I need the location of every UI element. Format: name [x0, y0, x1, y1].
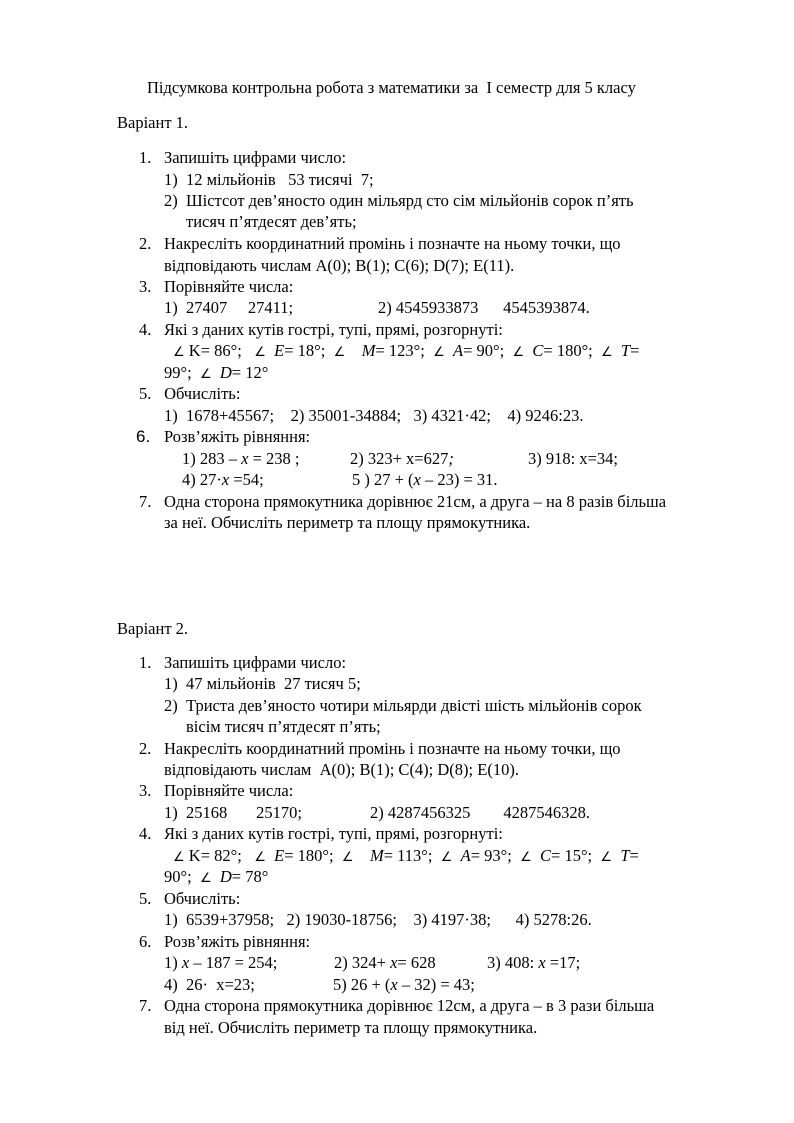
v2-angle-k: K= 82°; [184, 846, 242, 865]
v1-angle-a-val: = 90°; [463, 341, 505, 360]
v1-equation-5 [352, 470, 498, 490]
v2-angle-a-val: = 93°; [470, 846, 512, 865]
angle-icon: ∠ [173, 849, 185, 864]
v2-task-1-item-1: 1) 47 мільйонів 27 тисяч 5; [164, 674, 361, 693]
v2-angles-line-2 [164, 867, 268, 888]
v1-task-1-item-1: 1) 12 мільйонів 53 тисячі 7; [164, 170, 374, 189]
v2-task-1-item-2-cont: вісім тисяч п’ятдесят п’ять; [186, 717, 381, 736]
v2-angle-d-val: = 78° [231, 867, 269, 886]
v1-task-2-line-1: Накресліть координатний промінь і позначте на ньому точки, що [164, 234, 621, 253]
angle-icon: ∠ [512, 344, 525, 359]
v2-eq2-part: = 628 [397, 953, 436, 972]
v2-task-5-title: Обчисліть: [164, 889, 241, 908]
v2-task-5-number: 5. [139, 889, 152, 908]
v1-task-6-title: Розв’яжіть рівняння: [164, 427, 311, 446]
v1-angle-m-val: = 123°; [375, 341, 425, 360]
v1-eq5-part: 5 ) 27 + ( [352, 470, 414, 489]
v1-eq4-part: =54; [229, 470, 264, 489]
angle-icon: ∠ [601, 344, 613, 359]
v2-angle-t-var: T [620, 846, 630, 865]
v2-eq2-var: x [390, 953, 398, 972]
v1-equation-1 [182, 449, 299, 469]
v2-eq5-var: x [390, 975, 398, 994]
v1-task-7-line-2: за неї. Обчисліть периметр та площу прямокутника. [164, 513, 531, 532]
v2-eq3-var: x [538, 953, 546, 972]
v1-eq1-part: 1) 283 – [182, 449, 242, 468]
v2-eq1-part: – 187 = 254; [189, 953, 278, 972]
v1-equation-3: 3) 918: х=34; [528, 449, 618, 468]
v2-eq3-part: 3) 408: [487, 953, 539, 972]
v1-task-5-line: 1) 1678+45567; 2) 35001-34884; 3) 4321·42; 4) 9246:23. [164, 406, 584, 425]
v2-task-4-number: 4. [139, 824, 152, 843]
v2-equation-3 [487, 953, 580, 973]
v1-angle-c-val: = 180°; [543, 341, 593, 360]
v2-equation-4: 4) 26· х=23; [164, 975, 255, 994]
v1-angle-d-val: = 12° [231, 363, 269, 382]
v1-angle-t-cont: 99°; [164, 363, 192, 382]
v2-task-6-title: Розв’яжіть рівняння: [164, 932, 311, 951]
v2-task-3-item-1: 1) 25168 25170; [164, 803, 302, 822]
v2-equation-2 [334, 953, 436, 973]
v1-angle-t-val: = [630, 341, 640, 360]
v1-equation-4 [182, 470, 264, 490]
angle-icon: ∠ [254, 849, 266, 864]
variant-2-heading: Варіант 2. [117, 619, 189, 638]
angle-icon: ∠ [333, 344, 346, 359]
v2-task-6-number: 6. [139, 932, 152, 951]
v1-task-6-number: 6. [136, 427, 151, 446]
v1-eq2-part: ; [448, 449, 454, 468]
v1-angle-d-var: D [219, 363, 232, 382]
v2-angle-d-var: D [219, 867, 232, 886]
v1-task-2-number: 2. [139, 234, 152, 253]
v2-task-1-item-2: 2) Триста дев’яносто чотири мільярди двісті шість мільйонів сорок [164, 696, 642, 715]
v2-task-7-line-2: від неї. Обчисліть периметр та площу прямокутника. [164, 1018, 538, 1037]
page-title: Підсумкова контрольна робота з математики за I семестр для 5 класу [147, 78, 636, 97]
v2-task-4-title: Які з даних кутів гострі, тупі, прямі, розгорнуті: [164, 824, 503, 843]
v1-task-3-item-1: 1) 27407 27411; [164, 298, 294, 317]
angle-icon: ∠ [173, 344, 185, 359]
v1-angle-e-val: = 18°; [284, 341, 326, 360]
v2-task-1-number: 1. [139, 653, 152, 672]
v2-task-5-line: 1) 6539+37958; 2) 19030-18756; 3) 4197·38; 4) 5278:26. [164, 910, 592, 929]
angle-icon: ∠ [440, 849, 453, 864]
v1-task-3-title: Порівняйте числа: [164, 277, 294, 296]
v1-task-4-title: Які з даних кутів гострі, тупі, прямі, розгорнуті: [164, 320, 503, 339]
v2-eq2-part: 2) 324+ [334, 953, 391, 972]
v1-task-1-number: 1. [139, 148, 152, 167]
angle-icon: ∠ [520, 849, 532, 864]
v2-task-2-number: 2. [139, 739, 152, 758]
angle-icon: ∠ [199, 870, 212, 885]
v2-task-3-item-2: 2) 4287456325 4287546328. [370, 803, 590, 822]
v1-eq4-part: 4) 27· [182, 470, 222, 489]
v1-eq1-part: = 238 ; [248, 449, 300, 468]
v2-angles-line [173, 846, 639, 867]
v1-task-4-number: 4. [139, 320, 152, 339]
v2-task-7-number: 7. [139, 996, 152, 1015]
v1-task-1-title: Запишіть цифрами число: [164, 148, 347, 167]
angle-icon: ∠ [199, 366, 212, 381]
angle-icon: ∠ [254, 344, 266, 359]
angle-icon: ∠ [433, 344, 445, 359]
v2-angle-m-var: M [369, 846, 384, 865]
v2-task-3-title: Порівняйте числа: [164, 781, 294, 800]
v2-task-3-number: 3. [139, 781, 152, 800]
v2-angle-a-var: A [460, 846, 471, 865]
v1-eq4-var: x [221, 470, 230, 489]
v1-task-3-item-2: 2) 4545933873 4545393874. [378, 298, 590, 317]
v2-angle-e-val: = 180°; [284, 846, 334, 865]
v2-angle-c-val: = 15°; [551, 846, 593, 865]
v2-angle-m-val: = 113°; [383, 846, 433, 865]
v1-task-5-title: Обчисліть: [160, 384, 241, 403]
v1-equation-2 [350, 449, 454, 469]
v2-angle-t-val: = [629, 846, 639, 865]
v1-task-5-number: 5. [139, 384, 152, 403]
v2-eq1-var: x [181, 953, 190, 972]
v2-task-2-line-1: Накресліть координатний промінь і позначте на ньому точки, що [164, 739, 621, 758]
v1-eq5-var: x [413, 470, 421, 489]
variant-1-heading: Варіант 1. [117, 113, 189, 132]
v1-angle-k: K= 86°; [184, 341, 242, 360]
v2-task-1-title: Запишіть цифрами число: [164, 653, 347, 672]
v1-angle-e-var: E [274, 341, 285, 360]
angle-icon: ∠ [341, 849, 354, 864]
v1-angles-line-2 [164, 363, 268, 384]
v1-task-7-number: 7. [139, 492, 152, 511]
v1-eq1-var: x [241, 449, 249, 468]
v1-eq5-part: – 23) = 31. [420, 470, 498, 489]
v2-eq5-part: – 32) = 43; [397, 975, 475, 994]
v2-task-2-line-2: відповідають числам А(0); В(1); С(4); D(8); Е(10). [164, 760, 519, 779]
v1-angle-c-var: C [532, 341, 544, 360]
v1-angle-t-var: T [620, 341, 631, 360]
v1-task-3-number: 3. [139, 277, 152, 296]
v1-angles-line [173, 341, 639, 362]
v1-task-7-line-1: Одна сторона прямокутника дорівнює 21см, а друга – на 8 разів більша [164, 492, 667, 511]
v1-angle-a-var: A [453, 341, 464, 360]
v2-eq1-part: 1) [164, 953, 182, 972]
v2-equation-5 [333, 975, 475, 995]
v2-eq5-part: 5) 26 + ( [333, 975, 391, 994]
angle-icon: ∠ [600, 849, 613, 864]
v2-eq3-part: =17; [545, 953, 581, 972]
v1-task-1-item-2: 2) Шістсот дев’яносто один мільярд сто сім мільйонів сорок п’ять [164, 191, 634, 210]
v2-task-7-line-1: Одна сторона прямокутника дорівнює 12см, а друга – в 3 рази більша [164, 996, 655, 1015]
v1-angle-m-var: M [361, 341, 376, 360]
v1-eq2-part: 2) 323+ х=627 [350, 449, 449, 468]
v2-angle-c-var: C [540, 846, 552, 865]
v1-task-2-line-2: відповідають числам А(0); В(1); С(6); D(7); Е(11). [164, 256, 515, 275]
v2-angle-e-var: E [274, 846, 285, 865]
v1-task-1-item-2-cont: тисяч п’ятдесят дев’ять; [186, 212, 357, 231]
v2-angle-t-cont: 90°; [164, 867, 192, 886]
v2-equation-1 [164, 953, 277, 973]
